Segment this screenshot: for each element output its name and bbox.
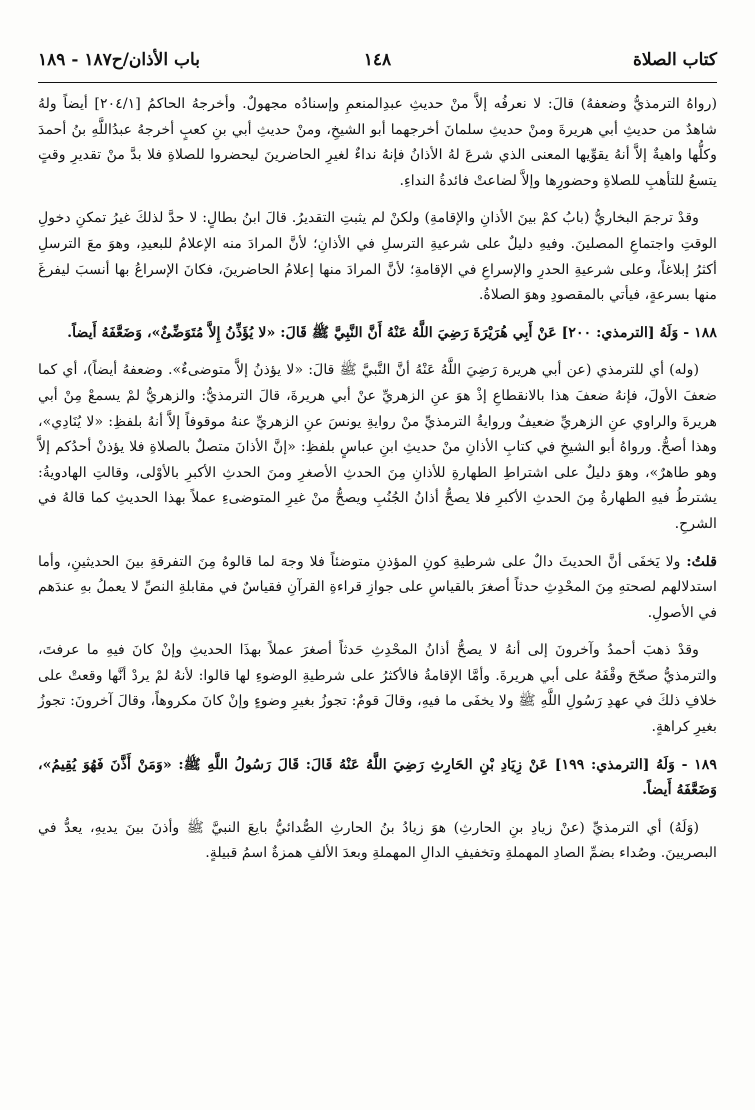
commentary-paragraph: (وَلَهُ) أي الترمذيِّ (عنْ زيادِ بنِ الحارثِ) هوَ زيادُ بنُ الحارثِ الصُّدائيُّ بايعَ النبيَّ ﷺ وأذنَ بينَ يديهِ، يعدُّ في البصريينَ. وصُداء بضمِّ الصادِ المهملةِ وتخفيفِ الدالِ المهملةِ وبعدَ الألفِ همزةٌ اسمُ قبيلةٍ. <box>38 819 717 862</box>
hadith-188: ١٨٨ - وَلَهُ [الترمذي: ٢٠٠] عَنْ أَبِي هُرَيْرَةَ رَضِيَ اللَّهُ عَنْهُ أَنَّ النَّبِيَّ ﷺ قَالَ: «لا يُؤَذِّنُ إِلاَّ مُتَوَضِّئٌ»، وَضَعَّفَهُ أَيضاً. <box>67 324 717 341</box>
page-number: ١٤٨ <box>363 50 392 70</box>
qult-text: ولا يَخفَى أنَّ الحديثَ دالٌ على شرطيةِ كونِ المؤذنِ متوضئاً فلا وجهَ لما قالوهُ مِنَ التفرقةِ بينَ الحديثينِ، وأما استدلالهم لصحتهِ مِنَ المحْدِثِ حدثاً أصغرَ بالقياسِ على جوازِ قراءةِ القرآنِ فقياسٌ في مقابلةِ النصِّ لا يعملُ بهِ عندَهم في الأصولِ. <box>38 553 717 621</box>
chapter-reference: باب الأذان/ح١٨٧ - ١٨٩ <box>38 50 200 70</box>
book-title: كتاب الصلاة <box>632 50 717 70</box>
commentary-paragraph: وقدْ ذهبَ أحمدُ وآخرونَ إلى أنهُ لا يصحُّ أذانُ المحْدِثِ حَدثاً أصغرَ عملاً بهذَا الحديثِ وإنْ كانَ فيهِ ما عرفتَ، والترمذيُّ صحّحَ وقْفَهُ على أبي هريرةَ. وأمَّا الإقامةُ فالأكثرُ على شرطيةِ الوضوءِ لها قالوا: لأنهُ لمْ يردْ أنَّها وقعتْ على خلافِ ذلكَ في عهدِ رَسُولِ اللَّهِ ﷺ ولا يخفَى ما فيهِ، وقالَ قومٌ: تجوزُ بغيرِ وضوءٍ وإنْ كانَ مكروهاً، وقالَ آخرونَ: تجوزُ بغيرِ كراهةٍ. <box>38 642 717 736</box>
qult-label: قلتُ: <box>686 553 717 570</box>
commentary-paragraph: وقدْ ترجمَ البخاريُّ (بابُ كمْ بينَ الأذانِ والإقامةِ) ولكنْ لم يثبتِ التقديرُ. قالَ ابنُ بطالٍ: لا حدَّ لذلكَ غيرُ تمكنِ دخولِ الوقتِ واجتماعِ المصلينَ. وفيهِ دليلٌ على شرعيةِ الترسلِ في الأذانِ؛ لأنَّ المرادَ منه الإعلامُ للبعيدِ، وهوَ معَ الترسلِ أكثرُ إبلاغاً، وعلى شرعيةِ الحدرِ والإسراعِ في الإقامةِ؛ لأنَّ المرادَ منها إعلامُ الحاضرينَ، فكانَ الإسراعُ بها أنسبَ ليفرغَ منها بسرعةٍ، فيأتي بالمقصودِ وهوَ الصلاةُ. <box>38 210 717 304</box>
commentary-paragraph: (وله) أي للترمذي (عن أبي هريرة رَضِيَ اللَّهُ عَنْهُ أنَّ النَّبيَّ ﷺ قالَ: «لا يؤذنُ إلاَّ متوضىءٌ». وضعفهُ أيضاً)، أي كما ضعفَ الأولَ، فإنهُ ضعفَ هذا بالانقطاعِ إذْ هوَ عنِ الزهريِّ عنْ أبي هريرةَ، قالَ الترمذيُّ: والزهريُّ لمْ يسمعْ مِنْ أبي هريرةَ والراوي عنِ الزهريِّ ضعيفٌ وروايةُ الترمذيِّ منْ روايةِ يونسَ عنِ الزهريِّ عنهُ موقوفاً إلاَّ أنهُ بلفظِ: «لا يُنَادِي»، وهذا أصحُّ. ورواهُ أبو الشيخِ في كتابِ الأذانِ منْ حديثِ ابنِ عباسٍ بلفظِ: «إنَّ الأذانَ متصلٌ بالصلاةِ فلا يؤذنْ أحدُكم إلاَّ وهو طاهرٌ»، وهوَ دليلٌ على اشتراطِ الطهارةِ للأذانِ مِنَ الحدثِ الأصغرِ ومنَ الحدثِ الأكبرِ بالأوْلى، وقالتِ الهادويةُ: يشترطُ فيهِ الطهارةُ مِنَ الحدثِ الأكبرِ فلا يصحُّ أذانُ الجُنُبِ ويصحُّ منْ غيرِ المتوضىءِ عملاً بهذا الحديثِ كما قالهُ في الشرحِ. <box>38 362 717 532</box>
hadith-189: ١٨٩ - وَلَهُ [الترمذي: ١٩٩] عَنْ زِيَادِ بْنِ الحَارِثِ رَضِيَ اللَّهُ عَنْهُ قَالَ: قَالَ رَسُولُ اللَّهِ ﷺ: «وَمَنْ أَذَّنَ فَهُوَ يُقِيمُ»، وَضَعَّفَهُ أَيضاً. <box>38 756 718 799</box>
header-divider <box>38 82 717 83</box>
page-body <box>38 92 717 879</box>
commentary-paragraph: (رواهُ الترمذيُّ وضعفهُ) قالَ: لا نعرفُه إلاَّ منْ حديثِ عبدِالمنعمِ وإسنادُه مجهولٌ. وأخرجهُ الحاكمُ [٢٠٤/١] أيضاً ولهُ شاهدٌ من حديثِ أبي هريرةَ ومنْ حديثِ سلمانَ أخرجهما أبو الشيخِ، ومنْ حديثِ أبي بنِ كعبٍ أخرجهُ عبدُاللَّهِ بنُ أحمدَ وكلُّها واهيةٌ إلاَّ أنهُ يقوِّيها المعنى الذي شرعَ لهُ الأذانُ فإنهُ نداءٌ لغيرِ الحاضرينَ ليحضروا للصلاةِ فلا بدَّ منْ تقديرِ وقتٍ يتسعُ للتأهبِ للصلاةِ وحضورِها وإلاَّ لضاعتْ فائدةُ النداءِ. <box>38 96 717 189</box>
qult-paragraph <box>38 550 717 627</box>
page-header <box>38 50 717 78</box>
